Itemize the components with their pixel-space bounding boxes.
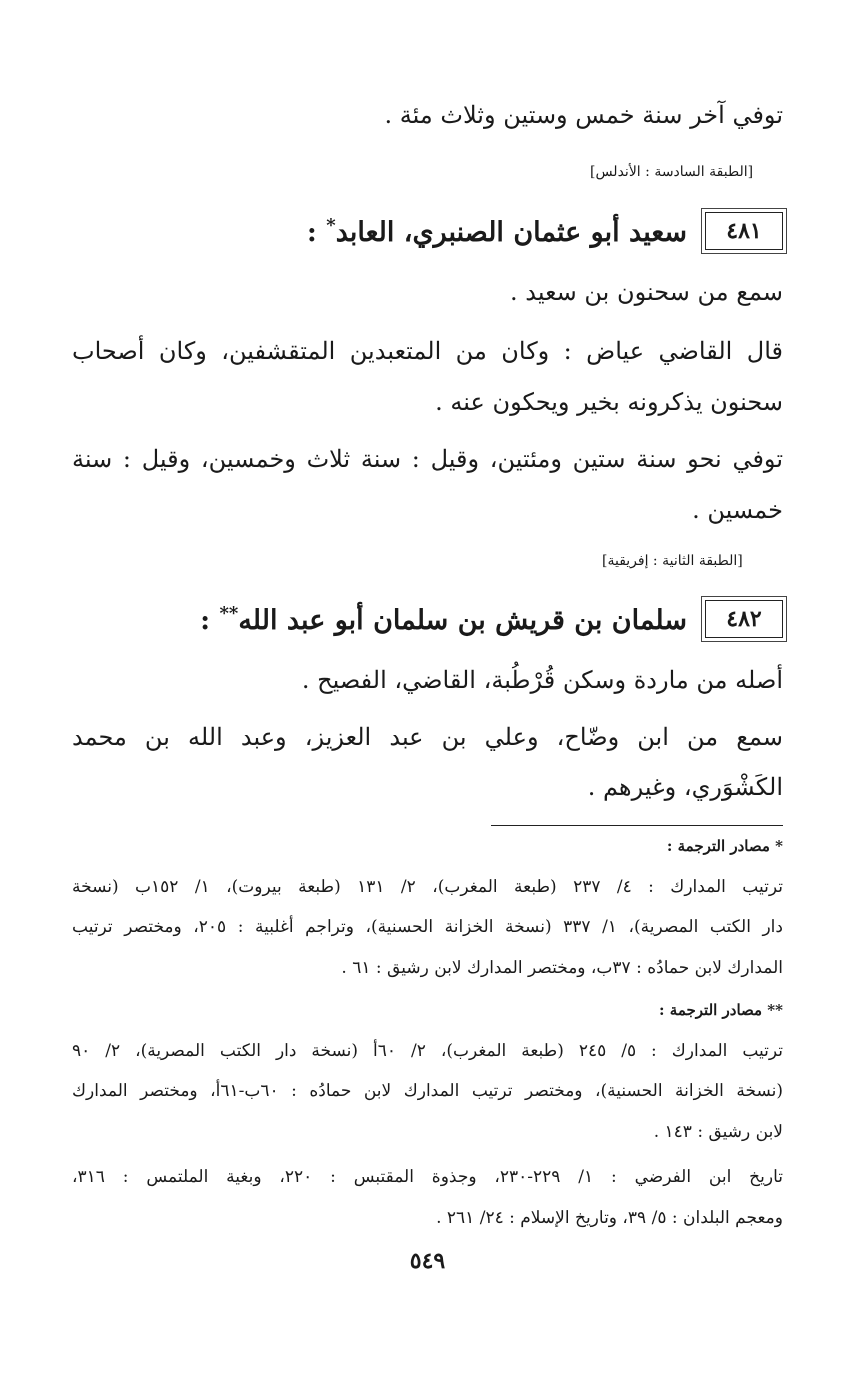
entry-name — [200, 603, 687, 636]
tabaqa-label: [الطبقة السادسة : الأندلس] — [590, 164, 754, 180]
entry-name-text: سعيد أبو عثمان الصنبري، العابد — [335, 216, 687, 248]
entry-number-box: ٤٨١ — [705, 212, 783, 250]
footnote-line: دار الكتب المصرية)، ١/ ٣٣٧ (نسخة الخزانة الحسنية)، وتراجم أغلبية : ٢٠٥، ومختصر ترتيب — [72, 917, 783, 937]
entry-heading-482 — [72, 596, 783, 642]
footnote-marker: ** — [219, 602, 239, 624]
body-line: خمسين . — [692, 496, 783, 524]
footnote-line: ترتيب المدارك : ٥/ ٢٤٥ (طبعة المغرب)، ٢/ ٦٠أ (نسخة دار الكتب المصرية)، ٢/ ٩٠ — [72, 1041, 783, 1061]
footnote-line: (نسخة الخزانة الحسنية)، ومختصر ترتيب المدارك لابن حمادُه : ٦٠ب-٦١أ، ومختصر المدارك — [72, 1081, 783, 1101]
body-line: سمع من ابن وضّاح، وعلي بن عبد العزيز، وعبد الله بن محمد — [72, 723, 783, 751]
footnote-heading: ** مصادر الترجمة : — [659, 1001, 783, 1019]
footnote-separator — [491, 825, 783, 826]
footnote-line: المدارك لابن حمادُه : ٣٧ب، ومختصر المدارك لابن رشيق : ٦١ . — [341, 958, 783, 978]
page-number: ٥٤٩ — [409, 1248, 446, 1274]
footnote-line: تاريخ ابن الفرضي : ١/ ٢٢٩-٢٣٠، وجذوة المقتبس : ٢٢٠، وبغية الملتمس : ٣١٦، — [72, 1167, 783, 1187]
body-line: قال القاضي عياض : وكان من المتعبدين المتقشفين، وكان أصحاب — [72, 337, 783, 365]
footnote-line: ومعجم البلدان : ٥/ ٣٩، وتاريخ الإسلام : ٢٤/ ٢٦١ . — [436, 1208, 783, 1228]
entry-name-text: سلمان بن قريش بن سلمان أبو عبد الله — [238, 604, 687, 636]
tabaqa-label: [الطبقة الثانية : إفريقية] — [602, 553, 743, 569]
body-line: توفي آخر سنة خمس وستين وثلاث مئة . — [384, 101, 783, 129]
footnote-line: لابن رشيق : ١٤٣ . — [653, 1122, 783, 1142]
heading-colon: : — [306, 216, 317, 248]
entry-number-box: ٤٨٢ — [705, 600, 783, 638]
body-line: سمع من سحنون بن سعيد . — [510, 278, 783, 306]
body-line: سحنون يذكرونه بخير ويحكون عنه . — [435, 388, 783, 416]
body-line: أصله من ماردة وسكن قُرْطُبة، القاضي، الفصيح . — [301, 666, 783, 694]
entry-name — [307, 215, 687, 248]
footnote-line: ترتيب المدارك : ٤/ ٢٣٧ (طبعة المغرب)، ٢/ ١٣١ (طبعة بيروت)، ١/ ١٥٢ب (نسخة — [72, 877, 783, 897]
footnote-marker: * — [326, 214, 336, 236]
heading-colon: : — [200, 604, 211, 636]
footnote-heading: * مصادر الترجمة : — [666, 837, 783, 855]
body-line: الكَشْوَري، وغيرهم . — [587, 773, 783, 801]
body-line: توفي نحو سنة ستين ومئتين، وقيل : سنة ثلاث وخمسين، وقيل : سنة — [72, 445, 783, 473]
entry-heading-481 — [72, 208, 783, 254]
